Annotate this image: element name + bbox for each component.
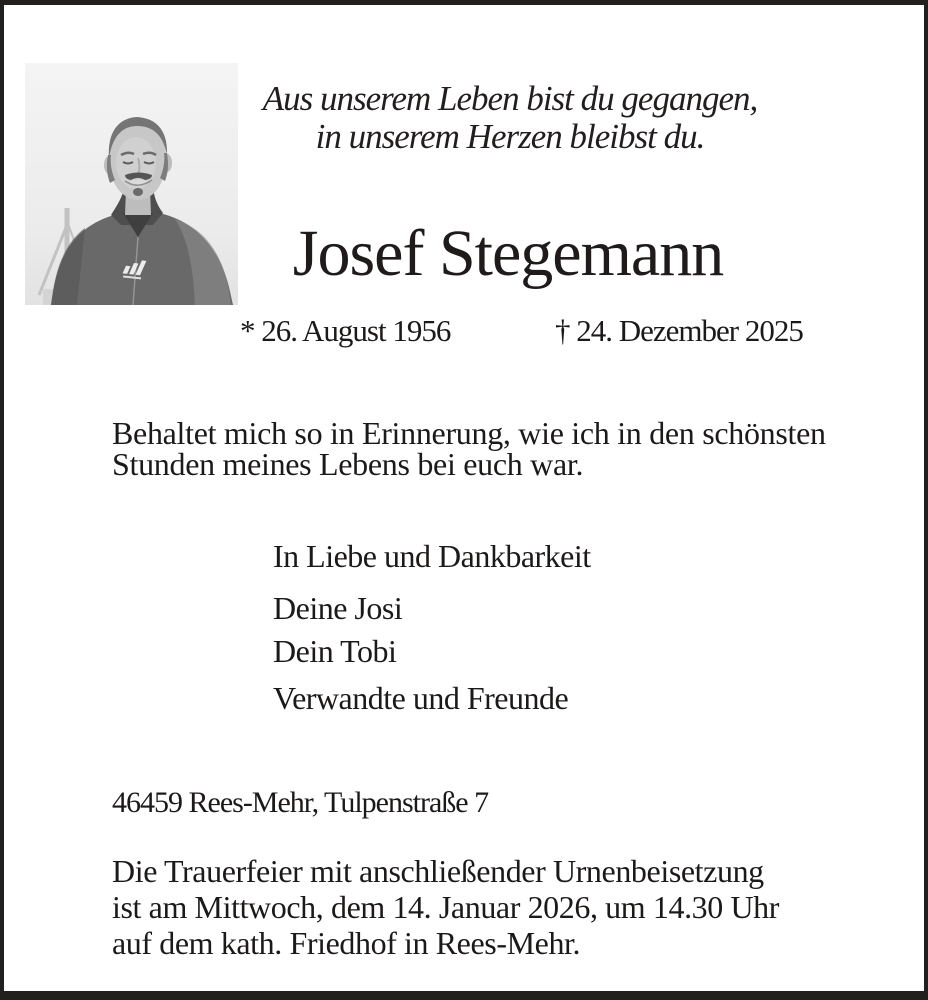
- funeral-info: [112, 853, 779, 961]
- birth-date: * 26. August 1956: [240, 313, 451, 348]
- remembrance-line2: Stunden meines Lebens bei euch war.: [112, 446, 584, 482]
- deceased-photo: [25, 63, 238, 305]
- address: 46459 Rees-Mehr, Tulpenstraße 7: [112, 786, 489, 819]
- funeral-line1: Die Trauerfeier mit anschließender Urnenbeisetzung: [112, 853, 764, 889]
- deceased-name-text: Josef Stegemann: [292, 217, 724, 290]
- remembrance-line1: Behaltet mich so in Erinnerung, wie ich in den schönsten: [112, 415, 826, 451]
- funeral-line3: auf dem kath. Friedhof in Rees-Mehr.: [112, 925, 581, 961]
- epigraph: [210, 80, 810, 156]
- epigraph-line2: in unserem Herzen bleibst du.: [315, 117, 705, 156]
- remembrance-text: [112, 415, 826, 482]
- epigraph-line1: Aus unserem Leben bist du gegangen,: [262, 79, 758, 118]
- mourners-intro: In Liebe und Dankbarkeit: [273, 538, 591, 574]
- deceased-name: [208, 217, 808, 290]
- mourner-name-3: Verwandte und Freunde: [273, 680, 569, 716]
- death-date: † 24. Dezember 2025: [555, 313, 803, 348]
- mourner-name-2: Dein Tobi: [273, 633, 397, 669]
- portrait-photo-illustration: [25, 63, 238, 305]
- mourner-name-1: Deine Josi: [273, 590, 403, 626]
- funeral-line2: ist am Mittwoch, dem 14. Januar 2026, um 14.30 Uhr: [112, 889, 780, 925]
